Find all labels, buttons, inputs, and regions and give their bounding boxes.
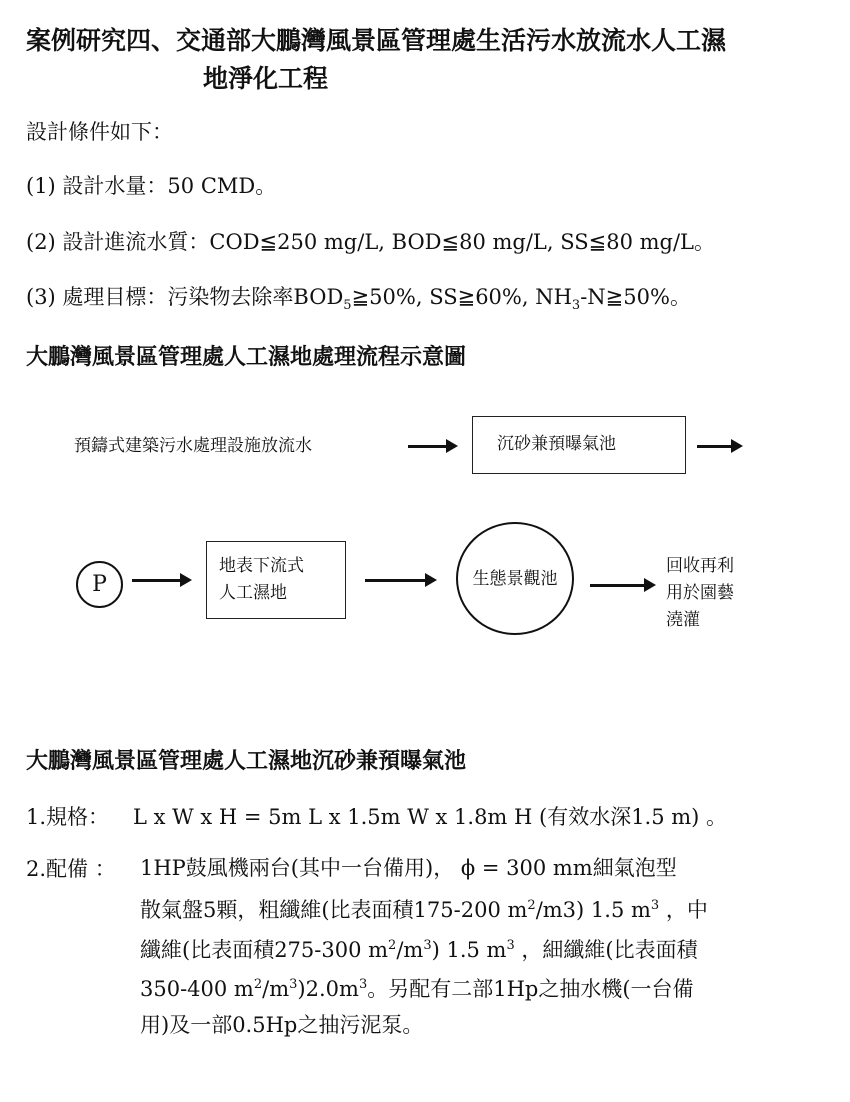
equipment-line1: 1HP鼓風機兩台(其中一台備用)， ϕ = 300 mm細氣泡型 xyxy=(140,856,677,880)
grit-tank-label: 沉砂兼預曝氣池 xyxy=(497,434,616,454)
equipment-line5: 用)及一部0.5Hp之抽污泥泵。 xyxy=(140,1013,424,1037)
wetland-label-line1: 地表下流式 xyxy=(219,556,304,576)
flow-arrow-2 xyxy=(697,445,733,448)
flow-diagram-heading: 大鵬灣風景區管理處人工濕地處理流程示意圖 xyxy=(26,345,467,370)
equipment-line3: 纖維(比表面積275-300 $m^2/m^3$) 1.5 $m^3$ ，細纖維(比表面積 xyxy=(140,938,698,962)
equipment-line2: 散氣盤5顆，粗纖維(比表面積175-200 $m^2/m3$) 1.5 $m^3$ ，中 xyxy=(140,898,708,922)
pump-circle xyxy=(76,561,123,608)
reuse-label-line2: 用於園藝 xyxy=(666,583,734,603)
flow-arrow-1 xyxy=(408,445,448,448)
page-title-line2: 地淨化工程 xyxy=(203,64,329,93)
flow-arrow-5 xyxy=(590,584,646,587)
condition-influent-quality: (2) 設計進流水質：COD≦250 mg/L, BOD≦80 mg/L, SS≦80 mg/L。 xyxy=(26,230,715,254)
flow-source-label: 預鑄式建築污水處理設施放流水 xyxy=(74,436,312,456)
condition-treatment-target: (3) 處理目標：污染物去除率$BOD_5≧50\%$, SS≧60%, $NH_3-N≧50\%$。 xyxy=(26,285,691,314)
reuse-label-line3: 澆灌 xyxy=(666,610,700,630)
eco-pond-label: 生態景觀池 xyxy=(472,568,558,589)
spec-label: 1.規格： xyxy=(26,805,110,829)
condition-flow-rate: (1) 設計水量：50 CMD。 xyxy=(26,174,277,198)
page-title-line1: 案例研究四、交通部大鵬灣風景區管理處生活污水放流水人工濕 xyxy=(26,26,727,55)
spec-value: L x W x H = 5m L x 1.5m W x 1.8m H (有效水深1.5 m) 。 xyxy=(133,805,728,829)
eco-pond-circle xyxy=(456,522,574,635)
wetland-box xyxy=(206,541,346,619)
grit-section-heading: 大鵬灣風景區管理處人工濕地沉砂兼預曝氣池 xyxy=(26,749,467,774)
equipment-line4: 350-400 $m^2/m^3)2.0m^3$。另配有二部1Hp之抽水機(一台備 xyxy=(140,977,694,1001)
equipment-label: 2.配備 ： xyxy=(26,857,116,881)
flow-arrow-3 xyxy=(132,579,182,582)
conditions-heading: 設計條件如下： xyxy=(26,120,173,144)
pump-label: P xyxy=(92,572,107,597)
flow-arrow-4 xyxy=(365,579,427,582)
wetland-label-line2: 人工濕地 xyxy=(219,583,287,603)
reuse-label-line1: 回收再利 xyxy=(666,556,734,576)
grit-tank-box xyxy=(472,416,686,474)
